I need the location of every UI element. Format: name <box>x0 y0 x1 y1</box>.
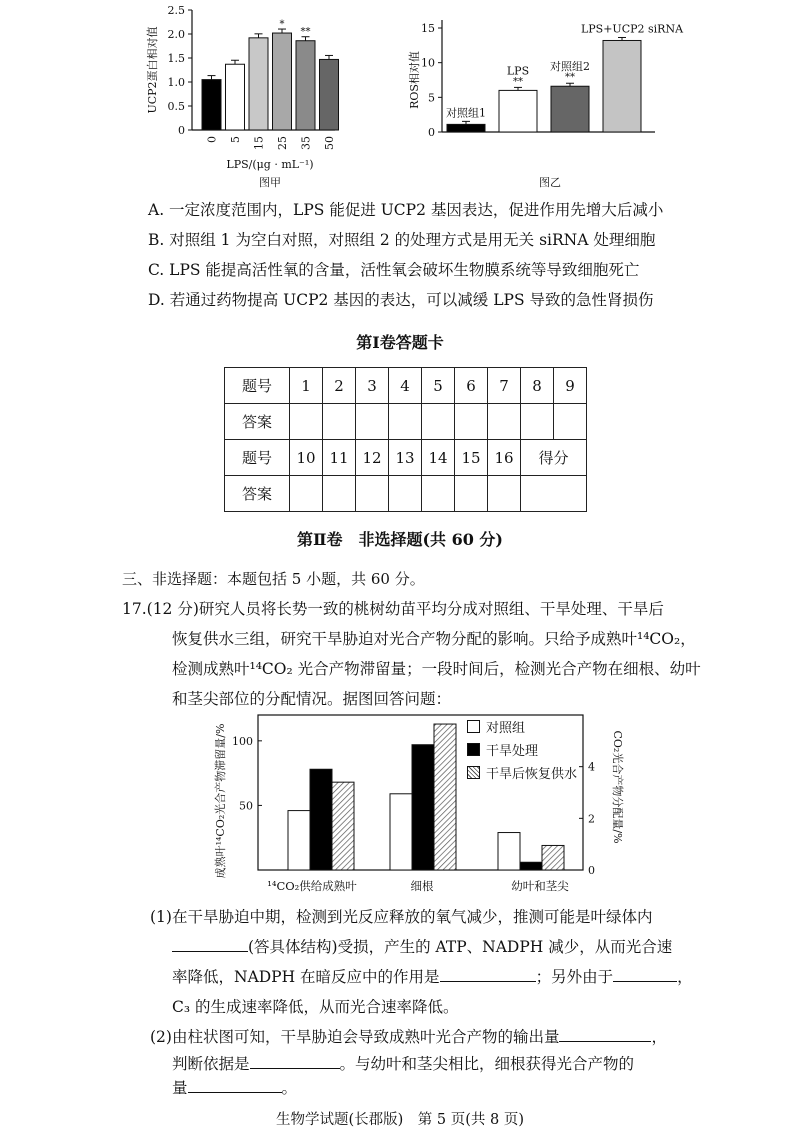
fig-jia-xtick-label: 15 <box>252 136 266 150</box>
fig-q17-ylabel-left: 成熟叶¹⁴CO₂光合产物滞留量/% <box>214 723 227 879</box>
option-d: D. 若通过药物提高 UCP2 基因的表达，可以减缓 LPS 导致的急性肾损伤 <box>148 291 654 309</box>
figure-q17-chart <box>200 705 650 895</box>
sub2-line1-text-b: ， <box>651 1028 667 1046</box>
fig-jia-ytick-label: 2.5 <box>167 4 185 17</box>
legend-item <box>467 717 577 736</box>
answer-cell[interactable] <box>455 404 488 440</box>
answer-cell[interactable] <box>323 476 356 512</box>
sub2-line2 <box>172 1052 634 1074</box>
answer-cell[interactable] <box>488 404 521 440</box>
fig-yi-significance: ** <box>513 76 523 88</box>
sub1-line2-text: (答具体结构)受损，产生的 ATP、NADPH 减少，从而光合速 <box>248 938 673 956</box>
question-number: 10 <box>290 440 323 476</box>
fig-q17-bar <box>288 811 310 870</box>
question-number: 14 <box>422 440 455 476</box>
fig-jia-caption: 图甲 <box>259 176 281 189</box>
sub2-line1 <box>150 1025 667 1047</box>
answer-blank[interactable] <box>172 937 248 952</box>
answer-cell[interactable] <box>554 404 587 440</box>
fig-q17-ylabel-right: CO₂光合产物分配量/% <box>611 730 624 844</box>
question-number: 6 <box>455 368 488 404</box>
fig-q17-category-label: ¹⁴CO₂供给成熟叶 <box>267 879 357 893</box>
fig-yi-bar-label: LPS <box>506 64 530 78</box>
fig-q17-category-label: 细根 <box>410 879 434 893</box>
sub1-line4: C₃ 的生成速率降低，从而光合速率降低。 <box>172 998 459 1016</box>
answer-label: 答案 <box>225 404 290 440</box>
fig-yi-bar-label: 对照组1 <box>446 106 486 120</box>
part2-title: 第Ⅱ卷 非选择题(共 60 分) <box>296 530 504 549</box>
sub1-line3-text-b: ；另外由于 <box>535 968 614 986</box>
question-number: 4 <box>389 368 422 404</box>
fig-jia-xtick-label: 35 <box>299 136 313 150</box>
fig-jia-ytick-label: 1.0 <box>167 76 185 89</box>
fig-yi-ytick-label: 5 <box>428 91 435 105</box>
question-number: 11 <box>323 440 356 476</box>
answer-blank[interactable] <box>613 967 677 982</box>
legend-label: 干旱后恢复供水 <box>486 767 578 782</box>
q17-line3: 检测成熟叶¹⁴CO₂ 光合产物滞留量；一段时间后，检测光合产物在细根、幼叶 <box>172 660 701 678</box>
answer-cell[interactable] <box>422 476 455 512</box>
answer-cell[interactable] <box>455 476 488 512</box>
sub1-line3 <box>172 965 693 987</box>
section3-heading: 三、非选择题：本题包括 5 小题，共 60 分。 <box>122 570 425 588</box>
fig-q17-bar <box>390 794 412 870</box>
legend-item <box>467 763 577 782</box>
fig-yi-ytick-label: 15 <box>421 22 435 35</box>
answer-cell[interactable] <box>356 476 389 512</box>
answer-cell[interactable] <box>356 404 389 440</box>
row-label: 题号 <box>225 440 290 476</box>
question-number: 3 <box>356 368 389 404</box>
q17-line2: 恢复供水三组，研究干旱胁迫对光合产物分配的影响。只给予成熟叶¹⁴CO₂， <box>172 630 696 648</box>
sub2-line1-text-a: (2)由柱状图可知，干旱胁迫会导致成熟叶光合产物的输出量 <box>150 1028 560 1046</box>
fig-q17-right-tick-label: 2 <box>588 812 595 826</box>
answer-card-table <box>224 367 587 512</box>
question-number: 13 <box>389 440 422 476</box>
answer-card-title: 第Ⅰ卷答题卡 <box>356 333 444 352</box>
sub1-line2 <box>172 935 672 957</box>
fig-yi-bar-label: 对照组2 <box>550 60 590 74</box>
fig-jia-xtick-label: 50 <box>323 136 336 150</box>
fig-q17-bar <box>520 862 542 870</box>
answer-cell[interactable] <box>422 404 455 440</box>
answer-blank[interactable] <box>188 1078 282 1093</box>
answer-label: 答案 <box>225 476 290 512</box>
fig-q17-bar <box>332 782 354 870</box>
answer-cell[interactable] <box>323 404 356 440</box>
question-number: 5 <box>422 368 455 404</box>
question-number: 1 <box>290 368 323 404</box>
legend-swatch-recovery <box>467 766 480 779</box>
answer-cell[interactable] <box>389 476 422 512</box>
answer-blank[interactable] <box>250 1054 340 1069</box>
legend-swatch-drought <box>467 743 480 756</box>
fig-jia-ytick-label: 0 <box>178 124 185 137</box>
sub1-line1: (1)在干旱胁迫中期，检测到光反应释放的氧气减少，推测可能是叶绿体内 <box>150 908 653 926</box>
q17-line1: 17.(12 分)研究人员将长势一致的桃树幼苗平均分成对照组、干旱处理、干旱后 <box>122 600 664 618</box>
option-c: C. LPS 能提高活性氧的含量，活性氧会破坏生物膜系统等导致细胞死亡 <box>148 261 640 279</box>
answer-blank[interactable] <box>440 967 536 982</box>
question-number: 16 <box>488 440 521 476</box>
fig-q17-legend <box>467 717 577 782</box>
table-row <box>225 440 587 476</box>
fig-yi-ylabel: ROS相对值 <box>408 51 421 109</box>
score-cell[interactable] <box>521 476 587 512</box>
legend-item <box>467 740 577 759</box>
sub2-line3-text-a: 量 <box>172 1079 188 1097</box>
table-row <box>225 404 587 440</box>
figure-jia-chart <box>140 0 370 195</box>
fig-jia-xlabel: LPS/(μg · mL⁻¹) <box>226 158 314 171</box>
sub1-line3-text-a: 率降低，NADPH 在暗反应中的作用是 <box>172 968 440 986</box>
q17-line4: 和茎尖部位的分配情况。据图回答问题： <box>172 690 452 708</box>
question-number: 7 <box>488 368 521 404</box>
answer-cell[interactable] <box>488 476 521 512</box>
question-number: 12 <box>356 440 389 476</box>
question-number: 9 <box>554 368 587 404</box>
fig-jia-ytick-label: 1.5 <box>167 52 185 65</box>
fig-q17-bar <box>542 845 564 870</box>
table-row <box>225 368 587 404</box>
legend-swatch-control <box>467 720 480 733</box>
sub2-line3-text-b: 。 <box>281 1079 298 1097</box>
option-a: A. 一定浓度范围内，LPS 能促进 UCP2 基因表达，促进作用先增大后减小 <box>148 201 664 219</box>
sub2-line3 <box>172 1076 297 1098</box>
answer-cell[interactable] <box>290 476 323 512</box>
answer-cell[interactable] <box>389 404 422 440</box>
fig-jia-significance: ** <box>300 26 311 38</box>
sub1-line3-text-c: ， <box>677 968 693 986</box>
row-label: 题号 <box>225 368 290 404</box>
answer-cell[interactable] <box>290 404 323 440</box>
sub2-line2-text-b: 。与幼叶和茎尖相比，细根获得光合产物的 <box>339 1055 635 1073</box>
fig-q17-right-tick-label: 0 <box>588 864 595 877</box>
fig-jia-xtick-label: 5 <box>229 136 242 143</box>
fig-jia-bar <box>320 59 339 130</box>
fig-jia-xtick-label: 0 <box>205 136 219 143</box>
question-number: 8 <box>521 368 554 404</box>
fig-jia-bar <box>226 64 245 130</box>
question-number: 15 <box>455 440 488 476</box>
answer-blank[interactable] <box>559 1027 651 1042</box>
figure-yi-chart <box>390 0 690 195</box>
fig-yi-bar <box>499 90 537 132</box>
fig-jia-xtick-label: 25 <box>276 136 289 150</box>
legend-label: 对照组 <box>486 721 526 736</box>
question-number: 2 <box>323 368 356 404</box>
fig-yi-bar <box>551 86 589 132</box>
fig-q17-bar <box>434 724 456 870</box>
fig-q17-bar <box>412 745 434 870</box>
fig-q17-bar <box>310 769 332 870</box>
fig-jia-bar <box>202 80 221 130</box>
fig-yi-ytick-label: 10 <box>421 56 435 70</box>
fig-yi-significance: ** <box>565 72 575 84</box>
fig-q17-bar <box>498 833 520 870</box>
sub2-line2-text-a: 判断依据是 <box>172 1055 250 1073</box>
fig-jia-ytick-label: 2.0 <box>167 28 185 41</box>
option-b: B. 对照组 1 为空白对照，对照组 2 的处理方式是用无关 siRNA 处理细胞 <box>148 231 656 249</box>
table-row <box>225 476 587 512</box>
page-footer: 生物学试题(长郡版) 第 5 页(共 8 页) <box>275 1112 524 1128</box>
fig-jia-significance: * <box>279 19 285 31</box>
answer-cell[interactable] <box>521 404 554 440</box>
fig-yi-bar-label: LPS+UCP2 siRNA <box>580 22 684 36</box>
legend-label: 干旱处理 <box>486 744 539 759</box>
fig-jia-bar <box>249 38 268 130</box>
fig-yi-ytick-label: 0 <box>428 126 435 139</box>
score-label: 得分 <box>521 440 587 476</box>
fig-jia-ytick-label: 0.5 <box>167 100 185 113</box>
fig-q17-left-tick-label: 50 <box>239 799 253 813</box>
fig-yi-bar <box>447 124 485 132</box>
fig-q17-right-tick-label: 4 <box>588 760 595 774</box>
fig-jia-ylabel: UCP2蛋白相对值 <box>146 26 159 114</box>
fig-yi-bar <box>603 40 641 132</box>
fig-yi-caption: 图乙 <box>539 176 561 189</box>
fig-q17-left-tick-label: 100 <box>232 734 253 748</box>
fig-jia-bar <box>273 33 292 130</box>
fig-q17-category-label: 幼叶和茎尖 <box>511 879 569 893</box>
fig-jia-bar <box>296 41 315 130</box>
